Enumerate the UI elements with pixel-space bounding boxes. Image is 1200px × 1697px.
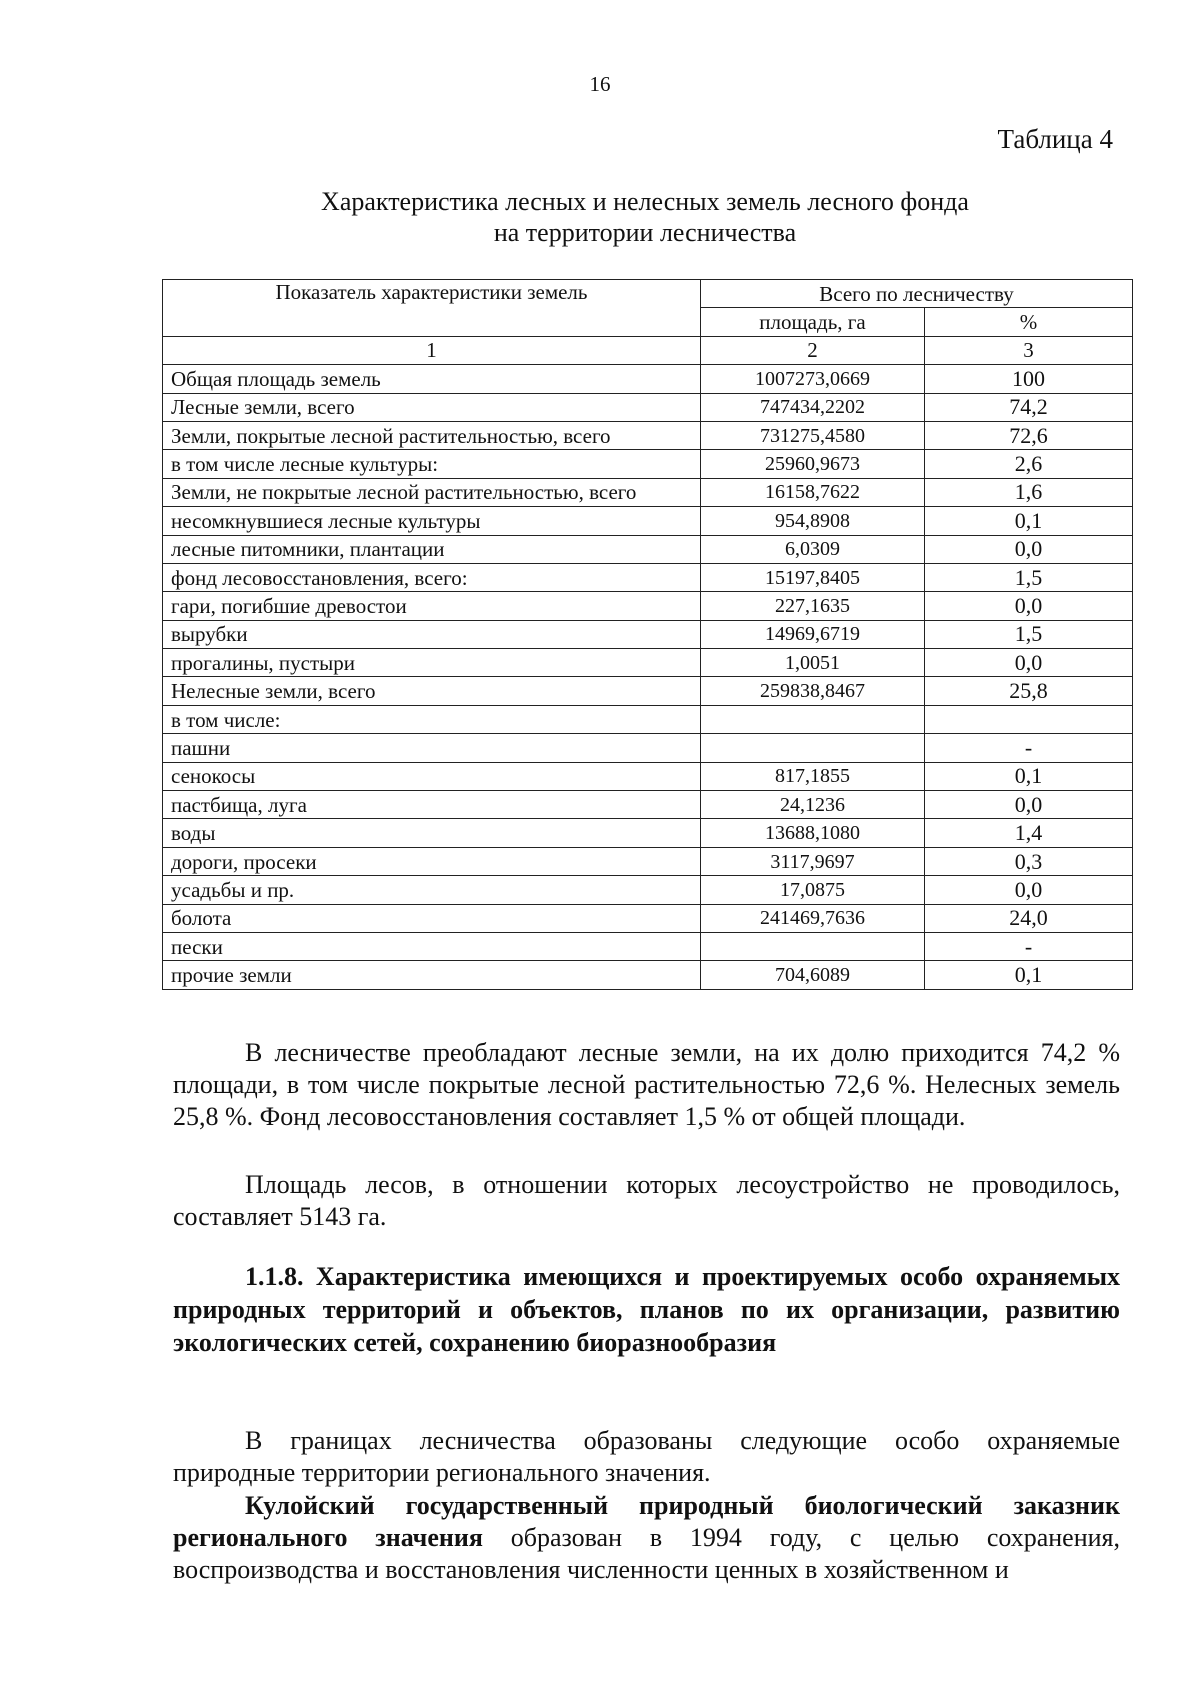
- row-area: 954,8908: [701, 507, 925, 535]
- row-area: 15197,8405: [701, 563, 925, 591]
- row-area: 704,6089: [701, 961, 925, 989]
- row-percent: -: [925, 932, 1133, 960]
- row-percent: 1,5: [925, 620, 1133, 648]
- paragraph-text: Площадь лесов, в отношении которых лесоустройство не проводилось, составляет 5143 га.: [173, 1170, 1120, 1231]
- table-row: [163, 762, 1133, 790]
- reserve-description: образован в 1994 году, с целью сохранения, воспроизводства и восстановления численности ценных в хозяйственном и: [173, 1523, 1120, 1584]
- table-row: [163, 421, 1133, 449]
- row-name: прогалины, пустыри: [163, 649, 701, 677]
- row-percent: 25,8: [925, 677, 1133, 705]
- table-row: [163, 563, 1133, 591]
- row-name: болота: [163, 904, 701, 932]
- row-percent: 0,3: [925, 847, 1133, 875]
- row-percent: 0,0: [925, 876, 1133, 904]
- table-row: [163, 705, 1133, 733]
- row-percent: 0,0: [925, 535, 1133, 563]
- reserve-name: Кулойский государственный природный биологический заказник регионального значения: [173, 1491, 1120, 1552]
- table-row: [163, 478, 1133, 506]
- row-name: Лесные земли, всего: [163, 393, 701, 421]
- table-row: [163, 393, 1133, 421]
- row-area: 731275,4580: [701, 421, 925, 449]
- row-name: Земли, не покрытые лесной растительностью, всего: [163, 478, 701, 506]
- row-name: в том числе лесные культуры:: [163, 450, 701, 478]
- header-total-group: Всего по лесничеству: [701, 280, 1133, 308]
- row-area: 1007273,0669: [701, 365, 925, 393]
- row-percent: 2,6: [925, 450, 1133, 478]
- row-area: [701, 932, 925, 960]
- row-area: 227,1635: [701, 592, 925, 620]
- row-percent: 100: [925, 365, 1133, 393]
- table-row: [163, 535, 1133, 563]
- row-name: сенокосы: [163, 762, 701, 790]
- table-row: [163, 450, 1133, 478]
- row-name: лесные питомники, плантации: [163, 535, 701, 563]
- row-percent: 24,0: [925, 904, 1133, 932]
- row-percent: 1,4: [925, 819, 1133, 847]
- row-percent: 0,0: [925, 649, 1133, 677]
- paragraph-protected-areas: [173, 1425, 1120, 1489]
- row-area: [701, 705, 925, 733]
- table-title-line2: на территории лесничества: [493, 218, 797, 247]
- table-row: [163, 791, 1133, 819]
- table-row: [163, 961, 1133, 989]
- table-row: [163, 847, 1133, 875]
- header-area: площадь, га: [701, 308, 925, 336]
- row-name: пастбища, луга: [163, 791, 701, 819]
- row-area: 25960,9673: [701, 450, 925, 478]
- row-area: 747434,2202: [701, 393, 925, 421]
- row-name: Земли, покрытые лесной растительностью, всего: [163, 421, 701, 449]
- row-name: фонд лесовосстановления, всего:: [163, 563, 701, 591]
- row-percent: 0,1: [925, 762, 1133, 790]
- row-name: Общая площадь земель: [163, 365, 701, 393]
- table-row: [163, 932, 1133, 960]
- table-title-line1: Характеристика лесных и нелесных земель лесного фонда: [321, 187, 969, 216]
- row-percent: 1,6: [925, 478, 1133, 506]
- column-index-3: 3: [925, 336, 1133, 364]
- row-name: несомкнувшиеся лесные культуры: [163, 507, 701, 535]
- row-name: гари, погибшие древостои: [163, 592, 701, 620]
- row-name: усадьбы и пр.: [163, 876, 701, 904]
- land-characteristics-table: [162, 279, 1133, 990]
- row-name: вырубки: [163, 620, 701, 648]
- paragraph-kuloy-reserve: [173, 1490, 1120, 1586]
- table-body: [163, 365, 1133, 990]
- table-row: [163, 365, 1133, 393]
- table-row: [163, 734, 1133, 762]
- row-area: 14969,6719: [701, 620, 925, 648]
- table-row: [163, 620, 1133, 648]
- row-percent: 0,1: [925, 507, 1133, 535]
- row-area: 1,0051: [701, 649, 925, 677]
- row-name: дороги, просеки: [163, 847, 701, 875]
- table-row: [163, 876, 1133, 904]
- row-percent: 0,1: [925, 961, 1133, 989]
- row-area: 17,0875: [701, 876, 925, 904]
- paragraph-land-summary: [173, 1037, 1120, 1133]
- row-area: 6,0309: [701, 535, 925, 563]
- row-percent: [925, 705, 1133, 733]
- row-area: 13688,1080: [701, 819, 925, 847]
- table-row: [163, 507, 1133, 535]
- paragraph-unsurveyed-area: [173, 1169, 1120, 1233]
- row-name: Нелесные земли, всего: [163, 677, 701, 705]
- row-area: [701, 734, 925, 762]
- table-label: Таблица 4: [997, 124, 1113, 154]
- table-row: [163, 592, 1133, 620]
- row-area: 24,1236: [701, 791, 925, 819]
- row-name: пески: [163, 932, 701, 960]
- row-percent: 1,5: [925, 563, 1133, 591]
- table-row: [163, 677, 1133, 705]
- header-indicator: Показатель характеристики земель: [163, 280, 701, 337]
- row-name: воды: [163, 819, 701, 847]
- row-name: пашни: [163, 734, 701, 762]
- header-percent: %: [925, 308, 1133, 336]
- section-heading: 1.1.8. Характеристика имеющихся и проектируемых особо охраняемых природных территорий и объектов, планов по их организации, развитию экологических сетей, сохранению биоразнообразия: [173, 1262, 1120, 1357]
- column-index-1: 1: [163, 336, 701, 364]
- table-row: [163, 819, 1133, 847]
- table-row: [163, 649, 1133, 677]
- paragraph-text: В границах лесничества образованы следующие особо охраняемые природные территории регионального значения.: [173, 1426, 1120, 1487]
- row-name: в том числе:: [163, 705, 701, 733]
- row-percent: 0,0: [925, 592, 1133, 620]
- row-area: 16158,7622: [701, 478, 925, 506]
- row-area: 241469,7636: [701, 904, 925, 932]
- row-area: 259838,8467: [701, 677, 925, 705]
- row-percent: 74,2: [925, 393, 1133, 421]
- row-name: прочие земли: [163, 961, 701, 989]
- row-area: 3117,9697: [701, 847, 925, 875]
- page-number: 16: [589, 72, 611, 96]
- row-area: 817,1855: [701, 762, 925, 790]
- paragraph-text: В лесничестве преобладают лесные земли, на их долю приходится 74,2 % площади, в том числе покрытые лесной растительностью 72,6 %. Нелесных земель 25,8 %. Фонд лесовосстановления составляет 1,5 % от общей площади.: [173, 1038, 1120, 1131]
- table-row: [163, 904, 1133, 932]
- paragraph-text: [173, 1490, 1120, 1586]
- column-index-2: 2: [701, 336, 925, 364]
- table-title: [150, 186, 1140, 248]
- row-percent: -: [925, 734, 1133, 762]
- row-percent: 0,0: [925, 791, 1133, 819]
- row-percent: 72,6: [925, 421, 1133, 449]
